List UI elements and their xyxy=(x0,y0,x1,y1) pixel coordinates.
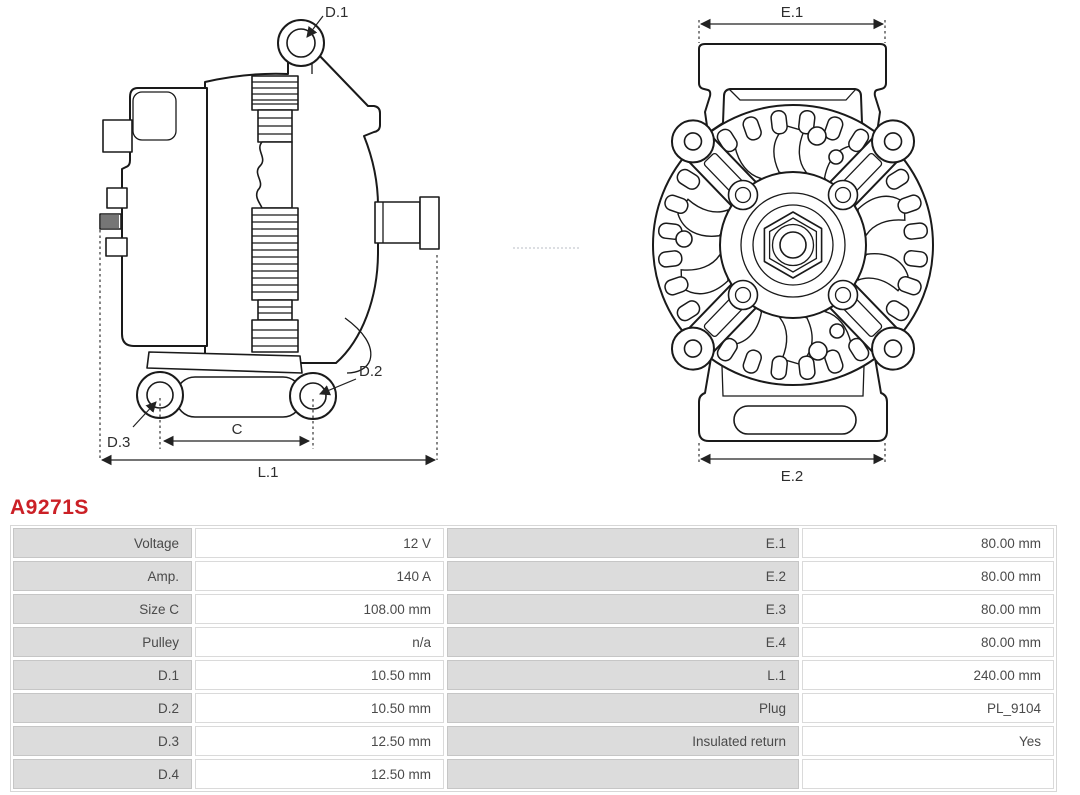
dim-label-c: C xyxy=(231,421,243,438)
spec-label-cell: D.1 xyxy=(13,660,192,690)
spec-label-cell: D.4 xyxy=(13,759,192,789)
spec-label-cell: L.1 xyxy=(447,660,799,690)
spec-value-cell: 10.50 mm xyxy=(195,693,444,723)
spec-value-cell: Yes xyxy=(802,726,1054,756)
spec-value-cell xyxy=(802,759,1054,789)
spec-label-cell: Size C xyxy=(13,594,192,624)
spec-label-cell: Voltage xyxy=(13,528,192,558)
spec-value-cell: 12 V xyxy=(195,528,444,558)
front-view-foot-slot xyxy=(734,406,856,434)
spec-value-cell: 108.00 mm xyxy=(195,594,444,624)
spec-label-cell: E.3 xyxy=(447,594,799,624)
spec-value-cell: PL_9104 xyxy=(802,693,1054,723)
spec-label-cell: Plug xyxy=(447,693,799,723)
spec-value-cell: 80.00 mm xyxy=(802,561,1054,591)
spec-label-cell: E.2 xyxy=(447,561,799,591)
side-view-terminal-block xyxy=(103,120,132,152)
spec-label-cell: D.3 xyxy=(13,726,192,756)
dim-label-l1: L.1 xyxy=(257,464,279,481)
dim-label-d1: D.1 xyxy=(325,4,349,21)
spec-label-cell: E.1 xyxy=(447,528,799,558)
spec-table xyxy=(10,525,1057,792)
spec-value-cell: 10.50 mm xyxy=(195,660,444,690)
front-view-hub xyxy=(720,172,866,318)
dim-label-e2: E.2 xyxy=(780,468,804,485)
spec-value-cell: n/a xyxy=(195,627,444,657)
spec-value-cell: 12.50 mm xyxy=(195,726,444,756)
side-view-rear-cover xyxy=(122,88,207,346)
spec-value-cell: 80.00 mm xyxy=(802,528,1054,558)
spec-label-cell: Insulated return xyxy=(447,726,799,756)
part-number: A9271S xyxy=(10,496,89,519)
spec-value-cell: 140 A xyxy=(195,561,444,591)
spec-label-cell xyxy=(447,759,799,789)
spec-label-cell: D.2 xyxy=(13,693,192,723)
dim-label-d2: D.2 xyxy=(359,363,383,380)
dim-label-e1: E.1 xyxy=(780,4,804,21)
side-view-foot-bar xyxy=(147,352,302,373)
spec-label-cell: E.4 xyxy=(447,627,799,657)
alternator-front-view xyxy=(653,4,933,485)
side-view-shaft xyxy=(375,202,420,243)
alternator-side-view xyxy=(100,4,439,481)
spec-value-cell: 240.00 mm xyxy=(802,660,1054,690)
spec-label-cell: Pulley xyxy=(13,627,192,657)
spec-label-cell: Amp. xyxy=(13,561,192,591)
side-view-stud-hatch xyxy=(102,215,118,228)
dim-label-d3: D.3 xyxy=(107,434,131,451)
spec-value-cell: 80.00 mm xyxy=(802,594,1054,624)
spec-value-cell: 12.50 mm xyxy=(195,759,444,789)
spec-value-cell: 80.00 mm xyxy=(802,627,1054,657)
